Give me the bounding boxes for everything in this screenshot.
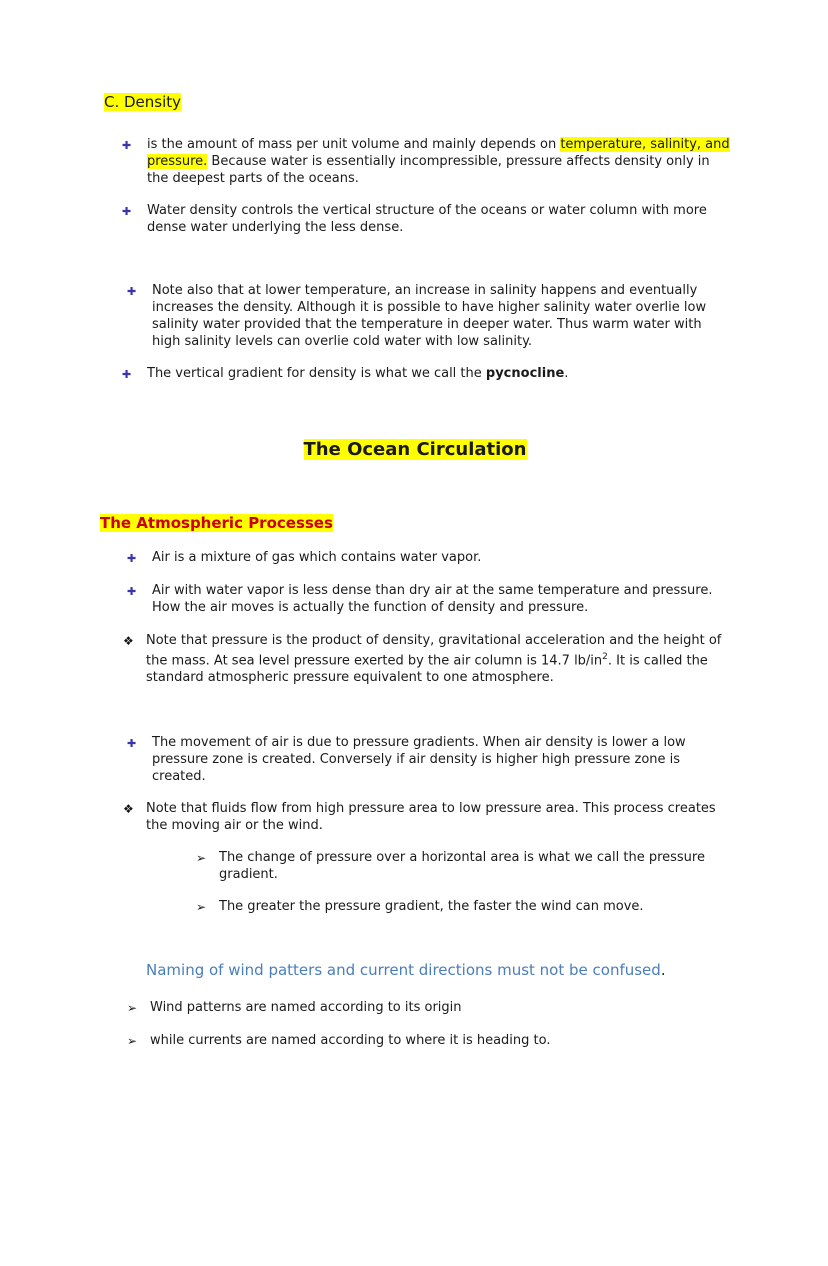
bullet-text: Water density controls the vertical structure of the oceans or water column with more dense water underlying the less dense.	[147, 203, 707, 235]
text-segment: Because water is essentially incompressible, pressure affects density only in the deepest parts of the oceans.	[147, 154, 710, 186]
atmos-note-1	[123, 632, 730, 686]
density-heading	[104, 92, 730, 112]
plus-bullet-icon: ✚	[127, 737, 137, 751]
atmos-bullet-1	[127, 549, 730, 567]
plus-bullet-icon: ✚	[122, 139, 132, 152]
bullet-text: Air with water vapor is less dense than dry air at the same temperature and pressure. How the air moves is actually the function of density and pressure.	[152, 583, 713, 615]
bullet-text: The greater the pressure gradient, the faster the wind can move.	[219, 899, 644, 915]
atmos-sub-bullet-1	[196, 849, 730, 883]
diamond-bullet-icon: ❖	[123, 634, 134, 648]
naming-statement-period: .	[660, 961, 666, 980]
ocean-circulation-title-text: The Ocean Circulation	[303, 439, 527, 460]
text-segment: Note that pressure is the product of density, gravitational acceleration and the height of the mass. At sea level pressure exerted by the air column is 14.7 lb/in	[146, 633, 722, 669]
text-segment: . It is called the standard atmospheric pressure equivalent to one atmosphere.	[146, 653, 708, 686]
atmos-bullet-2	[127, 582, 730, 616]
superscript: 2	[602, 652, 608, 662]
plus-bullet-icon: ✚	[127, 585, 137, 598]
plus-bullet-icon: ✚	[122, 205, 132, 218]
density-heading-text: C. Density	[104, 93, 182, 111]
density-bullet-2	[122, 202, 730, 236]
bullet-text	[146, 632, 730, 686]
naming-statement	[146, 960, 730, 980]
bullet-text: Note that fluids flow from high pressure area to low pressure area. This process creates the moving air or the wind.	[146, 801, 716, 834]
atmos-bullet-3	[127, 734, 730, 785]
atmospheric-processes-heading	[100, 513, 730, 533]
arrow-bullet-icon: ➢	[196, 851, 207, 866]
bullet-text: Wind patterns are named according to its origin	[150, 1000, 462, 1016]
arrow-bullet-icon: ➢	[127, 1001, 138, 1016]
diamond-bullet-icon: ❖	[123, 802, 134, 817]
bullet-text: Note also that at lower temperature, an increase in salinity happens and eventually increases the density. Although it is possible to have higher salinity water overlie low salinity water provided that the temperature in deeper water. Thus warm water with high salinity levels can overlie cold water with low salinity.	[152, 283, 707, 349]
plus-bullet-icon: ✚	[127, 285, 137, 298]
arrow-bullet-icon: ➢	[127, 1034, 138, 1049]
naming-bullet-1	[127, 999, 730, 1017]
density-bullet-3	[127, 282, 730, 350]
atmos-note-2	[123, 800, 730, 834]
text-segment: is the amount of mass per unit volume and mainly depends on	[147, 137, 561, 152]
text-segment: The vertical gradient for density is what we call the	[147, 366, 486, 381]
density-bullet-1	[122, 136, 730, 187]
naming-statement-blue-text: Naming of wind patters and current directions must not be confused	[146, 961, 661, 980]
bullet-text	[147, 365, 568, 382]
atmospheric-processes-heading-text: The Atmospheric Processes	[100, 514, 333, 532]
atmos-sub-bullet-2	[196, 898, 730, 916]
naming-bullet-2	[127, 1032, 730, 1050]
bullet-text	[147, 136, 730, 187]
ocean-circulation-title	[100, 425, 730, 463]
bullet-text: The movement of air is due to pressure gradients. When air density is lower a low pressure zone is created. Conversely if air density is higher high pressure zone is created.	[152, 735, 686, 785]
arrow-bullet-icon: ➢	[196, 900, 207, 915]
bullet-text: The change of pressure over a horizontal area is what we call the pressure gradient.	[219, 850, 705, 883]
bullet-text: while currents are named according to where it is heading to.	[150, 1033, 551, 1049]
bullet-text: Air is a mixture of gas which contains water vapor.	[152, 550, 482, 565]
text-segment: .	[564, 366, 569, 381]
plus-bullet-icon: ✚	[127, 552, 137, 565]
density-bullet-4	[122, 365, 730, 383]
plus-bullet-icon: ✚	[122, 368, 132, 381]
bold-term: pycnocline	[485, 366, 565, 381]
highlighted-text: temperature, salinity, and pressure.	[147, 137, 730, 169]
